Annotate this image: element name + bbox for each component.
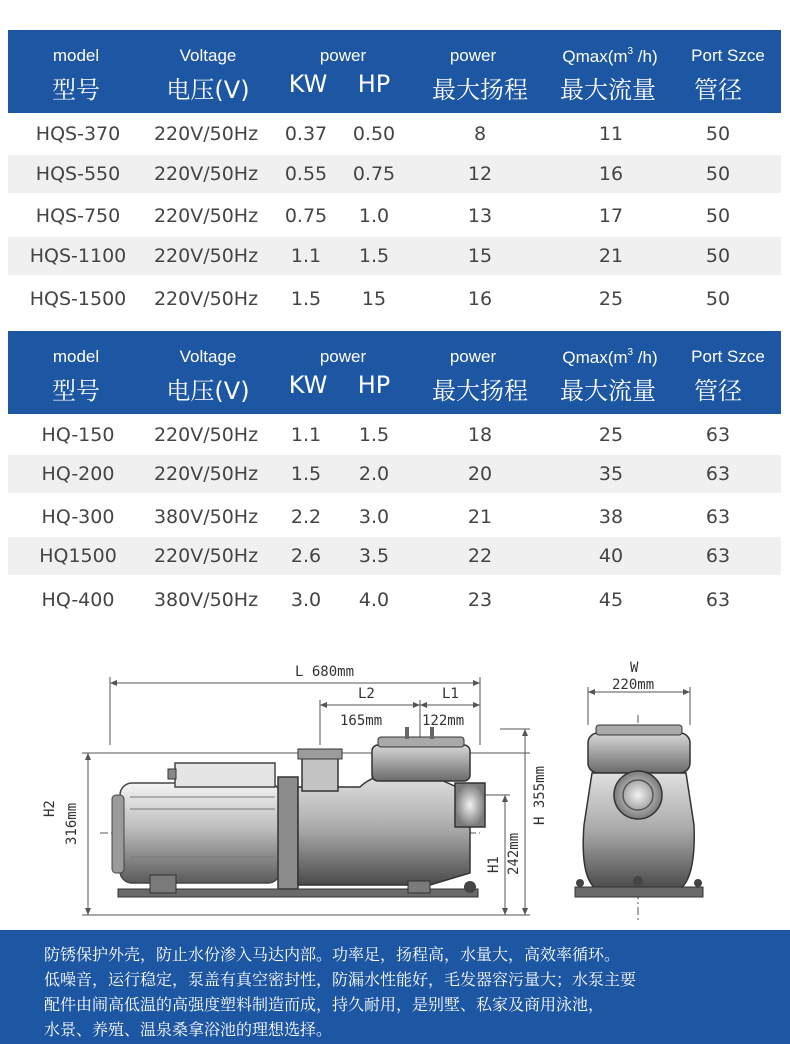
cell-voltage: 220V/50Hz [153, 545, 259, 567]
cell-head: 13 [467, 205, 493, 227]
cell-flow: 45 [598, 589, 624, 611]
table-row [8, 237, 781, 275]
col-kw: KW [288, 371, 328, 399]
cell-port: 63 [705, 463, 731, 485]
cell-flow: 25 [598, 424, 624, 446]
spec-table-hq [8, 331, 781, 621]
table-row [8, 537, 781, 575]
spec-table-hqs [8, 30, 781, 320]
dim-length-label: L 680mm [295, 664, 355, 680]
table-row [8, 416, 781, 454]
cell-hp: 1.0 [358, 205, 390, 227]
cell-flow: 38 [598, 506, 624, 528]
cell-head: 12 [467, 163, 493, 185]
dim-w-value: 220mm [612, 677, 655, 693]
description-line: 配件由闹高低温的高强度塑料制造而成，持久耐用，是别墅、私家及商用泳池， [44, 995, 605, 1014]
col-flow-zh: 最大流量 [560, 377, 656, 405]
cell-kw: 1.5 [290, 288, 322, 310]
cell-hp: 1.5 [358, 245, 390, 267]
cell-port: 50 [705, 205, 731, 227]
pump-dimension-diagram [0, 645, 790, 930]
dim-w-label: W [630, 660, 639, 676]
cell-voltage: 220V/50Hz [153, 424, 259, 446]
description-line: 水景、养殖、温泉桑拿浴池的理想选择。 [44, 1020, 333, 1039]
cell-flow: 40 [598, 545, 624, 567]
cell-hp: 3.5 [358, 545, 390, 567]
col-hp: HP [357, 70, 391, 98]
col-flow-en: $Qmax(m^3$ /h) [562, 46, 658, 66]
cell-voltage: 220V/50Hz [153, 463, 259, 485]
dim-h1-value: 242mm [506, 832, 522, 875]
col-voltage-en: Voltage [179, 46, 237, 65]
cell-port: 50 [705, 288, 731, 310]
cell-flow: 11 [598, 123, 624, 145]
cell-kw: 1.5 [290, 463, 322, 485]
col-model-en: model [52, 347, 100, 366]
cell-model: HQS-750 [35, 205, 121, 227]
col-port-en: Port Szce [691, 347, 765, 366]
table-row [8, 280, 781, 318]
cell-port: 50 [705, 163, 731, 185]
cell-kw: 0.37 [284, 123, 328, 145]
table-row [8, 155, 781, 193]
table-row [8, 115, 781, 153]
col-kw: KW [288, 70, 328, 98]
cell-kw: 1.1 [290, 424, 322, 446]
cell-flow: 35 [598, 463, 624, 485]
pump-front-view [575, 687, 703, 921]
cell-head: 21 [467, 506, 493, 528]
cell-head: 16 [467, 288, 493, 310]
cell-head: 20 [467, 463, 493, 485]
table-row [8, 197, 781, 235]
cell-port: 50 [705, 245, 731, 267]
cell-model: HQ1500 [39, 545, 117, 567]
cell-port: 63 [705, 424, 731, 446]
table-row [8, 498, 781, 536]
col-power-en: power [319, 46, 367, 65]
cell-port: 50 [705, 123, 731, 145]
dim-l2-label: L2 [358, 686, 375, 702]
col-head-en: power [449, 347, 497, 366]
cell-voltage: 220V/50Hz [153, 163, 259, 185]
col-head-zh: 最大扬程 [432, 76, 528, 104]
cell-flow: 25 [598, 288, 624, 310]
dim-l1-label: L1 [442, 686, 459, 702]
dim-h2-value: 316mm [64, 802, 80, 845]
cell-voltage: 220V/50Hz [153, 123, 259, 145]
col-power-en: power [319, 347, 367, 366]
cell-model: HQS-1100 [29, 245, 127, 267]
table-row [8, 581, 781, 619]
cell-kw: 2.2 [290, 506, 322, 528]
cell-voltage: 220V/50Hz [153, 205, 259, 227]
dim-l1-value: 122mm [422, 713, 465, 729]
cell-voltage: 220V/50Hz [153, 245, 259, 267]
cell-head: 22 [467, 545, 493, 567]
col-port-en: Port Szce [691, 46, 765, 65]
cell-head: 18 [467, 424, 493, 446]
col-port-zh: 管径 [694, 76, 742, 104]
cell-hp: 0.50 [352, 123, 396, 145]
cell-model: HQ-150 [41, 424, 115, 446]
cell-model: HQ-400 [41, 589, 115, 611]
cell-voltage: 220V/50Hz [153, 288, 259, 310]
cell-model: HQ-300 [41, 506, 115, 528]
description-line: 低噪音，运行稳定，泵盖有真空密封性，防漏水性能好，毛发器容污量大；水泵主要 [44, 970, 637, 989]
description-line: 防锈保护外壳，防止水份渗入马达内部。功率足，扬程高，水量大，高效率循环。 [44, 945, 621, 964]
cell-flow: 17 [598, 205, 624, 227]
col-model-zh: 型号 [52, 377, 100, 405]
col-model-zh: 型号 [52, 76, 100, 104]
cell-hp: 2.0 [358, 463, 390, 485]
cell-model: HQS-370 [35, 123, 121, 145]
col-head-zh: 最大扬程 [432, 377, 528, 405]
cell-port: 63 [705, 545, 731, 567]
col-voltage-zh: 电压(V) [166, 377, 250, 405]
table-header [8, 30, 781, 113]
cell-hp: 0.75 [352, 163, 396, 185]
cell-kw: 0.75 [284, 205, 328, 227]
col-flow-zh: 最大流量 [560, 76, 656, 104]
table-header [8, 331, 781, 414]
cell-hp: 15 [361, 288, 387, 310]
cell-voltage: 380V/50Hz [153, 589, 259, 611]
col-hp: HP [357, 371, 391, 399]
col-voltage-zh: 电压(V) [166, 76, 250, 104]
col-flow-en: $Qmax(m^3$ /h) [562, 347, 658, 367]
col-model-en: model [52, 46, 100, 65]
product-description [0, 930, 790, 1044]
cell-kw: 0.55 [284, 163, 328, 185]
dim-h2-label: H2 [42, 800, 58, 817]
cell-hp: 1.5 [358, 424, 390, 446]
col-port-zh: 管径 [694, 377, 742, 405]
cell-head: 8 [473, 123, 487, 145]
cell-port: 63 [705, 589, 731, 611]
cell-kw: 3.0 [290, 589, 322, 611]
cell-port: 63 [705, 506, 731, 528]
cell-model: HQS-550 [35, 163, 121, 185]
cell-hp: 3.0 [358, 506, 390, 528]
dim-l2-value: 165mm [340, 713, 383, 729]
dim-h1-label: H1 [486, 856, 502, 873]
cell-head: 23 [467, 589, 493, 611]
cell-kw: 2.6 [290, 545, 322, 567]
dim-h-label: H 355mm [532, 765, 548, 825]
col-voltage-en: Voltage [179, 347, 237, 366]
col-head-en: power [449, 46, 497, 65]
cell-model: HQ-200 [41, 463, 115, 485]
cell-flow: 21 [598, 245, 624, 267]
cell-kw: 1.1 [290, 245, 322, 267]
cell-hp: 4.0 [358, 589, 390, 611]
cell-head: 15 [467, 245, 493, 267]
cell-model: HQS-1500 [29, 288, 127, 310]
cell-voltage: 380V/50Hz [153, 506, 259, 528]
table-row [8, 455, 781, 493]
cell-flow: 16 [598, 163, 624, 185]
